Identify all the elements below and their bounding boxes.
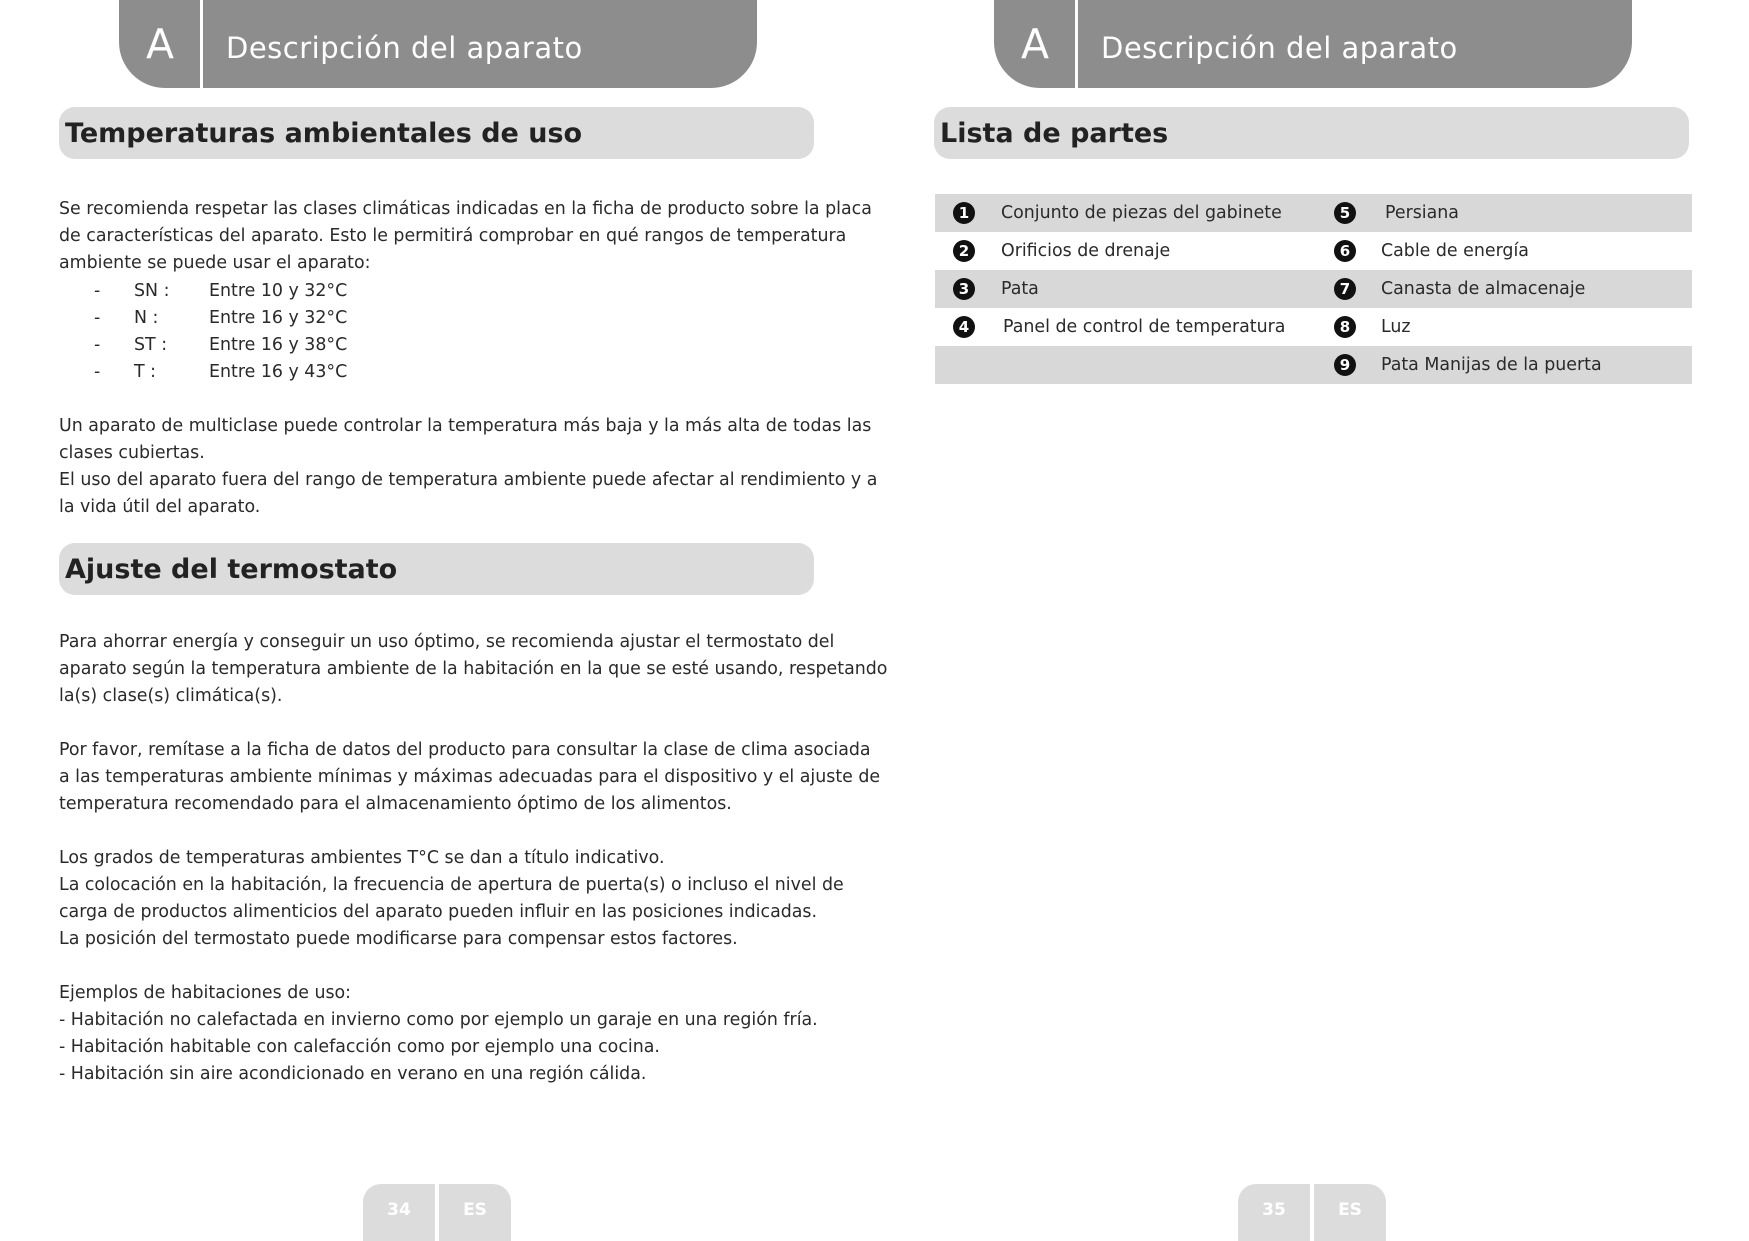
text-line: Un aparato de multiclase puede controlar la temperatura más baja y la más alta de todas las (59, 416, 872, 436)
part-number-badge: 1 (953, 202, 975, 224)
climate-class-name: SN : (134, 281, 170, 301)
chapter-title: Descripción del aparato (1101, 31, 1458, 65)
list-item (59, 332, 459, 359)
text-line: la(s) clase(s) climática(s). (59, 686, 283, 706)
part-number-badge: 6 (1334, 240, 1356, 262)
text-line: temperatura recomendado para el almacenamiento óptimo de los alimentos. (59, 794, 732, 814)
climate-class-range: Entre 16 y 43°C (209, 362, 348, 382)
text-line: Ejemplos de habitaciones de uso: (59, 983, 352, 1003)
table-row (935, 194, 1692, 232)
part-number-badge: 3 (953, 278, 975, 300)
intro-paragraph (59, 196, 872, 277)
text-line: a las temperaturas ambiente mínimas y máximas adecuadas para el dispositivo y el ajuste de (59, 767, 881, 787)
page-number-tab (1238, 1184, 1386, 1241)
climate-class-list (59, 278, 459, 386)
table-row (935, 270, 1692, 308)
right-page (875, 0, 1749, 1241)
climate-class-range: Entre 16 y 38°C (209, 335, 348, 355)
part-number-badge: 9 (1334, 354, 1356, 376)
part-label: Panel de control de temperatura (1003, 317, 1286, 337)
bullet-dash: - (94, 281, 101, 301)
text-line: Los grados de temperaturas ambientes T°C se dan a título indicativo. (59, 848, 665, 868)
text-line: - Habitación sin aire acondicionado en verano en una región cálida. (59, 1064, 647, 1084)
part-number-badge: 8 (1334, 316, 1356, 338)
chapter-divider (200, 0, 203, 88)
text-line: Se recomienda respetar las clases climáticas indicadas en la ficha de producto sobre la placa (59, 199, 872, 219)
text-line: - Habitación habitable con calefacción como por ejemplo una cocina. (59, 1037, 660, 1057)
chapter-tab (994, 0, 1632, 88)
room-examples-paragraph (59, 980, 819, 1088)
part-label: Conjunto de piezas del gabinete (1001, 203, 1282, 223)
list-item (59, 278, 459, 305)
bullet-dash: - (94, 335, 101, 355)
section-header-thermostat (59, 543, 814, 595)
part-number-badge: 2 (953, 240, 975, 262)
multiclass-paragraph (59, 413, 878, 521)
section-header-temperatures (59, 107, 814, 159)
language-code: ES (1338, 1200, 1362, 1220)
section-title: Lista de partes (940, 118, 1169, 149)
text-line: aparato según la temperatura ambiente de la habitación en la que se esté usando, respetando (59, 659, 888, 679)
page-number: 35 (1262, 1200, 1286, 1220)
part-number-badge: 5 (1334, 202, 1356, 224)
climate-class-range: Entre 16 y 32°C (209, 308, 348, 328)
text-line: - Habitación no calefactada en invierno como por ejemplo un garaje en una región fría. (59, 1010, 818, 1030)
section-title: Temperaturas ambientales de uso (65, 118, 583, 149)
chapter-title: Descripción del aparato (226, 31, 583, 65)
section-title: Ajuste del termostato (65, 554, 398, 585)
thermostat-paragraph-1 (59, 629, 888, 710)
part-label: Pata (1001, 279, 1039, 299)
parts-table (935, 194, 1692, 384)
list-item (59, 359, 459, 386)
table-row (935, 308, 1692, 346)
text-line: de características del aparato. Esto le permitirá comprobar en qué rangos de temperatura (59, 226, 847, 246)
text-line: Para ahorrar energía y conseguir un uso óptimo, se recomienda ajustar el termostato del (59, 632, 835, 652)
part-label: Cable de energía (1381, 241, 1529, 261)
chapter-divider (1075, 0, 1078, 88)
part-number-badge: 7 (1334, 278, 1356, 300)
chapter-letter: A (1020, 20, 1050, 68)
climate-class-range: Entre 10 y 32°C (209, 281, 348, 301)
part-label: Pata Manijas de la puerta (1381, 355, 1602, 375)
page-number-tab (363, 1184, 511, 1241)
text-line: El uso del aparato fuera del rango de temperatura ambiente puede afectar al rendimiento y a (59, 470, 878, 490)
list-item (59, 305, 459, 332)
table-row (935, 232, 1692, 270)
part-label: Orificios de drenaje (1001, 241, 1171, 261)
climate-class-name: ST : (134, 335, 168, 355)
text-line: Por favor, remítase a la ficha de datos del producto para consultar la clase de clima asociada (59, 740, 871, 760)
language-code: ES (463, 1200, 487, 1220)
bullet-dash: - (94, 362, 101, 382)
chapter-letter: A (145, 20, 175, 68)
part-label: Persiana (1385, 203, 1459, 223)
table-row (935, 346, 1692, 384)
text-line: La colocación en la habitación, la frecuencia de apertura de puerta(s) o incluso el nivel de (59, 875, 844, 895)
climate-class-name: T : (134, 362, 157, 382)
thermostat-paragraph-3 (59, 845, 844, 953)
text-line: carga de productos alimenticios del aparato pueden influir en las posiciones indicadas. (59, 902, 818, 922)
chapter-tab (119, 0, 757, 88)
page-number: 34 (387, 1200, 411, 1220)
bullet-dash: - (94, 308, 101, 328)
text-line: ambiente se puede usar el aparato: (59, 253, 371, 273)
climate-class-name: N : (134, 308, 159, 328)
text-line: la vida útil del aparato. (59, 497, 261, 517)
text-line: La posición del termostato puede modificarse para compensar estos factores. (59, 929, 738, 949)
section-header-parts (934, 107, 1689, 159)
text-line: clases cubiertas. (59, 443, 205, 463)
part-number-badge: 4 (953, 316, 975, 338)
part-label: Luz (1381, 317, 1411, 337)
thermostat-paragraph-2 (59, 737, 881, 818)
part-label: Canasta de almacenaje (1381, 279, 1586, 299)
